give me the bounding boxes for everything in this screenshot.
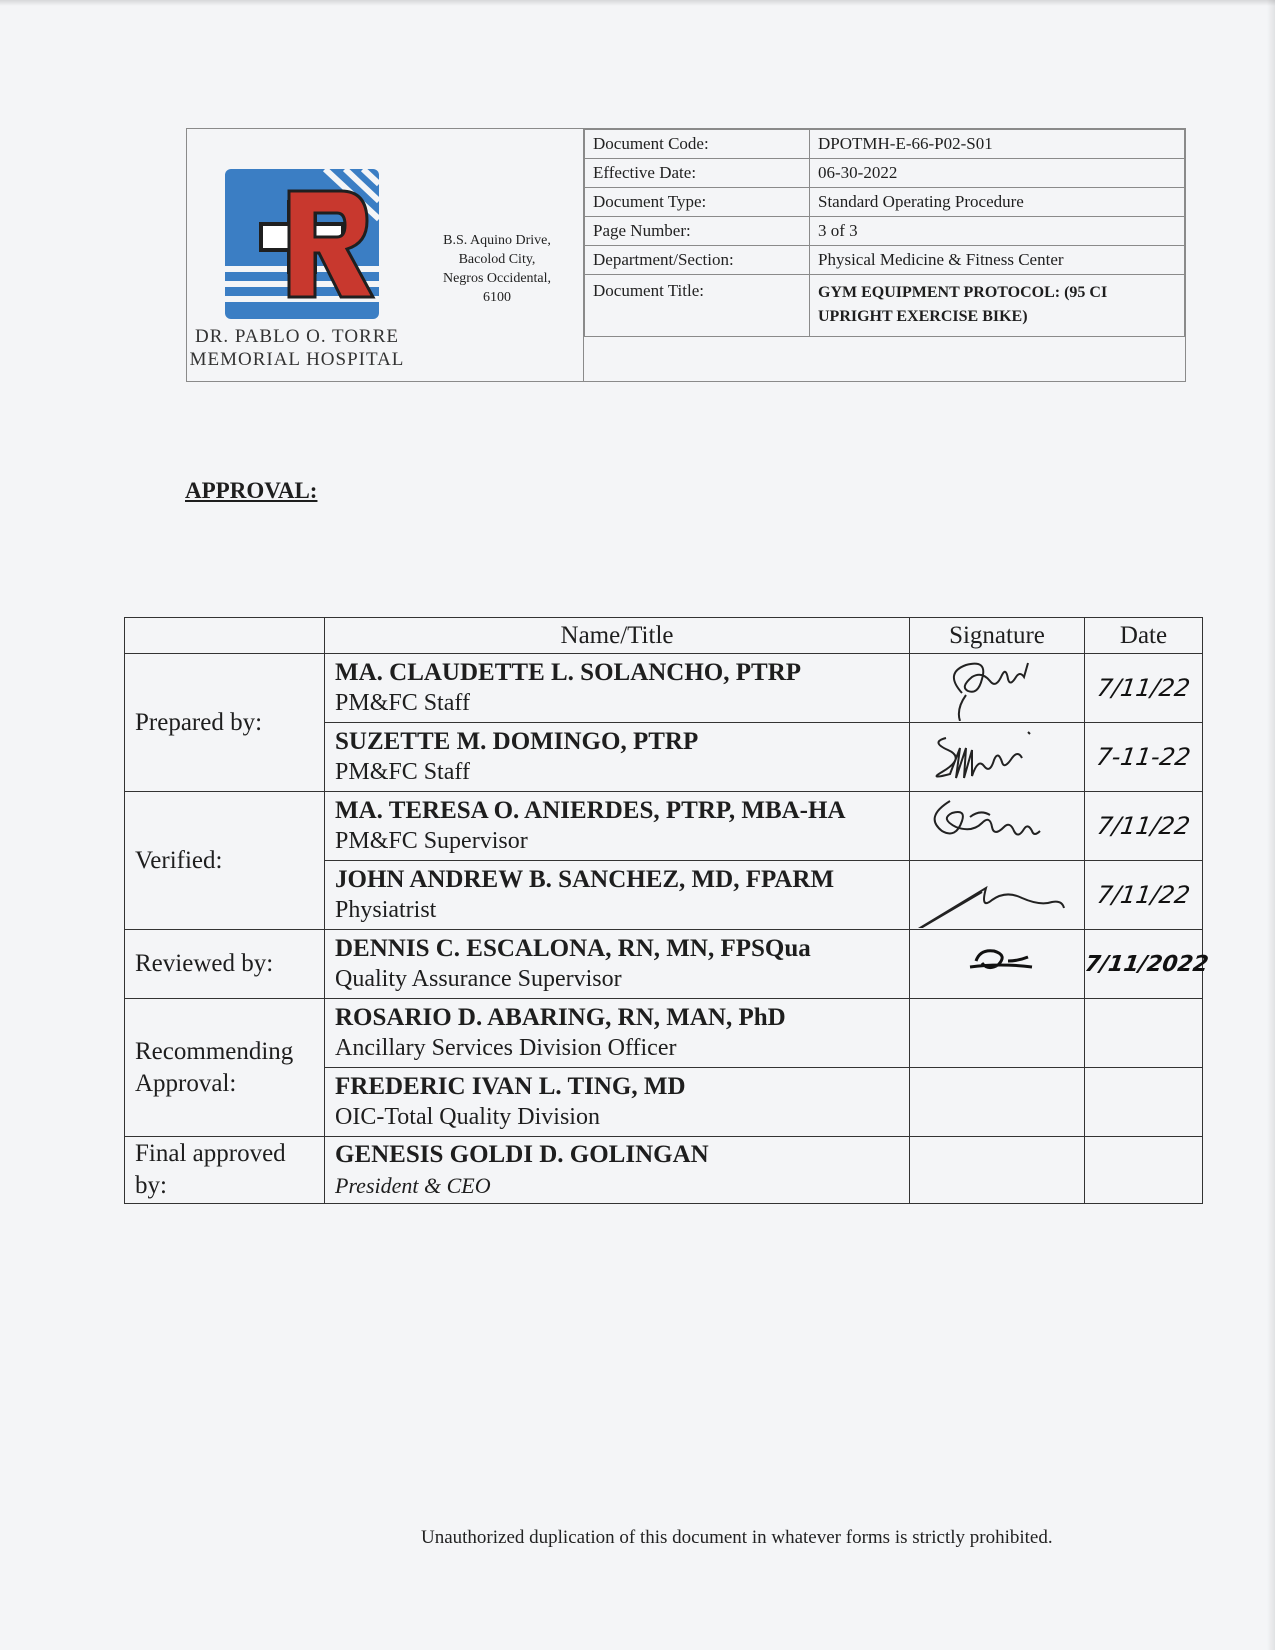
signature-cell <box>910 930 1085 999</box>
person-name: MA. CLAUDETTE L. SOLANCHO, PTRP <box>335 659 802 686</box>
date-cell <box>1085 1137 1203 1204</box>
document-type-value: Standard Operating Procedure <box>810 188 1185 217</box>
meta-row <box>585 246 1185 275</box>
person-name: JOHN ANDREW B. SANCHEZ, MD, FPARM <box>335 866 835 893</box>
person-cell <box>325 1137 910 1204</box>
address-line: Bacolod City, <box>458 252 536 267</box>
date-cell <box>1085 861 1203 930</box>
date-cell <box>1085 792 1203 861</box>
person-cell <box>325 654 910 723</box>
person-title: PM&FC Supervisor <box>335 828 528 854</box>
meta-label: Document Title: <box>585 275 810 337</box>
approval-header-row <box>125 618 1203 654</box>
person-title: PM&FC Staff <box>335 759 470 785</box>
signature-cell <box>910 999 1085 1068</box>
signature-cell <box>910 1068 1085 1137</box>
table-row <box>125 1137 1203 1204</box>
person-cell <box>325 792 910 861</box>
meta-label: Effective Date: <box>585 159 810 188</box>
address-line: 6100 <box>483 290 511 305</box>
hospital-address <box>417 231 577 307</box>
approval-heading: APPROVAL: <box>185 478 318 503</box>
handwritten-signature <box>910 931 1080 997</box>
table-row <box>125 930 1203 999</box>
scan-shadow-right <box>1267 0 1275 1650</box>
person-name: MA. TERESA O. ANIERDES, PTRP, MBA-HA <box>335 797 846 824</box>
meta-label: Document Code: <box>585 130 810 159</box>
hospital-name <box>187 325 407 371</box>
meta-row <box>585 130 1185 159</box>
person-cell <box>325 723 910 792</box>
role-final <box>125 1137 325 1204</box>
date-cell <box>1085 654 1203 723</box>
person-name: FREDERIC IVAN L. TING, MD <box>335 1073 686 1100</box>
table-row <box>125 654 1203 723</box>
person-title: President & CEO <box>335 1173 491 1198</box>
signature-header: Signature <box>910 618 1085 654</box>
role-header <box>125 618 325 654</box>
hospital-name-line2: MEMORIAL HOSPITAL <box>189 349 405 370</box>
person-title: OIC-Total Quality Division <box>335 1104 600 1130</box>
person-cell <box>325 999 910 1068</box>
signature-cell <box>910 861 1085 930</box>
person-name: ROSARIO D. ABARING, RN, MAN, PhD <box>335 1004 786 1031</box>
name-title-header: Name/Title <box>325 618 910 654</box>
handwritten-signature <box>910 655 1080 721</box>
handwritten-date: 7/11/22 <box>1095 674 1192 702</box>
meta-row <box>585 217 1185 246</box>
signature-cell <box>910 792 1085 861</box>
role-recommending-line1: Recommending <box>135 1037 294 1065</box>
person-name: DENNIS C. ESCALONA, RN, MN, FPSQua <box>335 935 811 962</box>
meta-row <box>585 188 1185 217</box>
handwritten-signature <box>910 793 1080 859</box>
date-cell <box>1083 930 1210 999</box>
meta-row <box>585 275 1185 337</box>
meta-row <box>585 159 1185 188</box>
document-header <box>186 128 1186 382</box>
role-reviewed: Reviewed by: <box>125 930 325 999</box>
hospital-name-line1: DR. PABLO O. TORRE <box>194 326 399 347</box>
signature-cell <box>910 1137 1085 1204</box>
person-title: Physiatrist <box>335 897 437 923</box>
signature-cell <box>910 654 1085 723</box>
handwritten-date: 7/11/2022 <box>1083 951 1210 977</box>
table-row <box>125 999 1203 1068</box>
document-title-value <box>810 275 1185 337</box>
person-title: Quality Assurance Supervisor <box>335 966 622 992</box>
document-meta-table <box>584 129 1185 337</box>
handwritten-date: 7/11/22 <box>1095 812 1192 840</box>
document-title-line2: UPRIGHT EXERCISE BIKE) <box>818 308 1028 325</box>
meta-label: Department/Section: <box>585 246 810 275</box>
meta-label: Document Type: <box>585 188 810 217</box>
address-line: B.S. Aquino Drive, <box>443 233 551 248</box>
handwritten-signature <box>910 862 1080 928</box>
approval-table <box>124 617 1210 1204</box>
date-header: Date <box>1085 618 1203 654</box>
person-title: PM&FC Staff <box>335 690 470 716</box>
role-final-line1: Final approved <box>135 1140 286 1167</box>
signature-cell <box>910 723 1085 792</box>
date-cell <box>1085 723 1203 792</box>
footer-notice: Unauthorized duplication of this document in whatever forms is strictly prohibited. <box>421 1527 1053 1548</box>
effective-date-value: 06-30-2022 <box>810 159 1185 188</box>
handwritten-date: 7-11-22 <box>1094 743 1193 771</box>
hospital-logo-icon <box>225 169 383 327</box>
meta-label: Page Number: <box>585 217 810 246</box>
handwritten-signature <box>910 724 1080 790</box>
department-value: Physical Medicine & Fitness Center <box>810 246 1185 275</box>
person-title: Ancillary Services Division Officer <box>335 1035 677 1061</box>
role-final-line2: by: <box>135 1172 167 1199</box>
address-line: Negros Occidental, <box>442 271 552 286</box>
role-recommending <box>125 999 325 1137</box>
role-verified: Verified: <box>125 792 325 930</box>
person-cell <box>325 861 910 930</box>
document-title-line1: GYM EQUIPMENT PROTOCOL: (95 CI <box>818 284 1108 301</box>
person-cell <box>325 930 910 999</box>
person-name: SUZETTE M. DOMINGO, PTRP <box>335 728 699 755</box>
role-prepared: Prepared by: <box>125 654 325 792</box>
scan-shadow-top <box>0 0 1275 6</box>
person-cell <box>325 1068 910 1137</box>
person-name: GENESIS GOLDI D. GOLINGAN <box>335 1141 709 1168</box>
table-row <box>125 792 1203 861</box>
role-recommending-line2: Approval: <box>135 1069 237 1097</box>
date-cell <box>1085 1068 1203 1137</box>
date-cell <box>1085 999 1203 1068</box>
page-number-value: 3 of 3 <box>810 217 1185 246</box>
document-code-value: DPOTMH-E-66-P02-S01 <box>810 130 1185 159</box>
logo-cell <box>187 129 584 381</box>
handwritten-date: 7/11/22 <box>1095 881 1192 909</box>
